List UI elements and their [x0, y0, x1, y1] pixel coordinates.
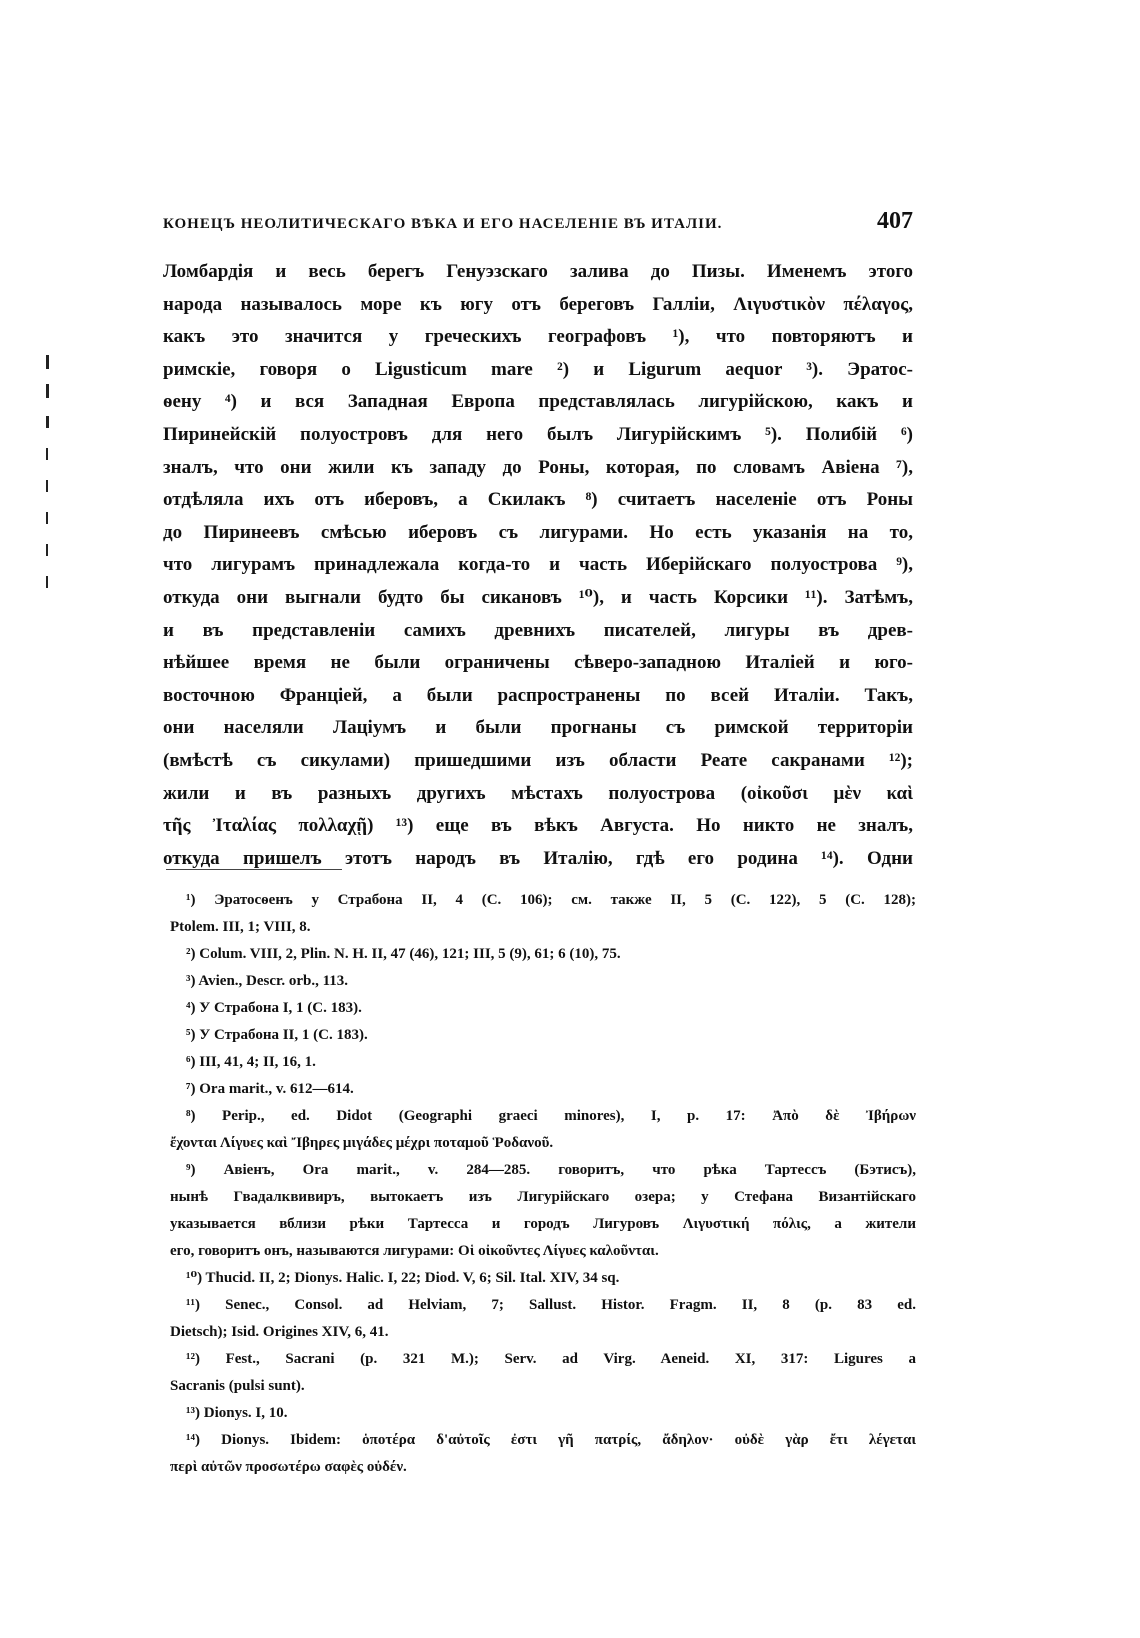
footnote-line: ¹⁰) Thucid. II, 2; Dionys. Halic. I, 22; Diod. V, 6; Sil. Ital. XIV, 34 sq.: [186, 1270, 620, 1286]
body-line: зналъ, что они жили къ западу до Роны, которая, по словамъ Авіена ⁷),: [163, 456, 913, 478]
margin-mark: [46, 448, 48, 460]
margin-mark: [46, 576, 48, 588]
footnote-line: ⁴) У Страбона I, 1 (С. 183).: [186, 1000, 362, 1016]
footnote-line: ⁹) Авіенъ, Ora marit., v. 284—285. говоритъ, что рѣка Тартессъ (Бэтисъ),: [186, 1162, 916, 1178]
footnote-line: ⁷) Ora marit., v. 612—614.: [186, 1081, 354, 1097]
footnote-line: περὶ αὐτῶν προσωτέρω σαφὲς οὐδέν.: [170, 1459, 407, 1475]
footnote-line: его, говоритъ онъ, называются лигурами: Οἱ οἰκοῦντες Λίγυες καλοῦνται.: [170, 1243, 659, 1259]
margin-mark: [46, 544, 48, 556]
footnote-line: указывается вблизи рѣки Тартесса и городъ Лигуровъ Λιγυστική πόλις, а жители: [170, 1216, 916, 1232]
margin-mark: [46, 355, 49, 369]
footnote-line: ¹³) Dionys. I, 10.: [186, 1405, 288, 1421]
body-line: какъ это значится у греческихъ географовъ ¹), что повторяютъ и: [163, 326, 913, 348]
footnote-line: нынѣ Гвадалквивиръ, вытокаетъ изъ Лигурійскаго озера; у Стефана Византійскаго: [170, 1189, 916, 1205]
footnote-line: ¹²) Fest., Sacrani (p. 321 M.); Serv. ad Virg. Aeneid. XI, 317: Ligures a: [186, 1351, 916, 1367]
margin-marks: [42, 355, 54, 588]
footnote-line: ¹) Эратосѳенъ у Страбона II, 4 (С. 106); см. также II, 5 (С. 122), 5 (С. 128);: [186, 892, 916, 908]
footnote-line: ²) Colum. VIII, 2, Plin. N. H. II, 47 (46), 121; III, 5 (9), 61; 6 (10), 75.: [186, 946, 621, 962]
body-line: что лигурамъ принадлежала когда-то и часть Иберійскаго полуострова ⁹),: [163, 554, 913, 576]
body-line: (вмѣстѣ съ сикулами) пришедшими изъ области Реате сакранами ¹²);: [163, 749, 913, 771]
footnote-line: ⁶) III, 41, 4; II, 16, 1.: [186, 1054, 316, 1070]
body-line: жили и въ разныхъ другихъ мѣстахъ полуострова (οἰκοῦσι μὲν καὶ: [163, 782, 913, 804]
body-line: восточною Франціей, а были распространены по всей Италіи. Такъ,: [163, 684, 913, 706]
footnote-line: ⁸) Perip., ed. Didot (Geographi graeci minores), I, p. 17: Ἀπὸ δὲ Ἰβήρων: [186, 1108, 916, 1124]
page-header: [163, 208, 913, 235]
body-line: Пиринейскій полуостровъ для него былъ Лигурійскимъ ⁵). Полибій ⁶): [163, 423, 913, 445]
footnote-line: Ptolem. III, 1; VIII, 8.: [170, 919, 311, 935]
margin-mark: [46, 416, 49, 428]
footnotes: [170, 887, 916, 1481]
footnote-line: Sacranis (pulsi sunt).: [170, 1378, 305, 1394]
footnote-line: Dietsch); Isid. Origines XIV, 6, 41.: [170, 1324, 389, 1340]
body-line: народа называлось море къ югу отъ береговъ Галліи, Λιγυστικὸν πέλαγος,: [163, 293, 913, 315]
body-line: ѳену ⁴) и вся Западная Европа представлялась лигурійскою, какъ и: [163, 391, 913, 413]
body-line: и въ представленіи самихъ древнихъ писателей, лигуры въ древ-: [163, 619, 913, 641]
body-line: Ломбардія и весь берегъ Генуэзскаго залива до Пизы. Именемъ этого: [163, 261, 913, 282]
body-line: τῆς Ἰταλίας πολλαχῇ) ¹³) еще въ вѣкъ Августа. Но никто не зналъ,: [163, 815, 913, 837]
footnote-line: ¹¹) Senec., Consol. ad Helviam, 7; Sallust. Histor. Fragm. II, 8 (p. 83 ed.: [186, 1297, 916, 1313]
body-line: откуда пришелъ этотъ народъ въ Италію, гдѣ его родина ¹⁴). Одни: [163, 847, 913, 869]
body-line: откуда они выгнали будто бы сикановъ ¹⁰), и часть Корсики ¹¹). Затѣмъ,: [163, 586, 913, 608]
footnote-line: ⁵) У Страбона II, 1 (С. 183).: [186, 1027, 368, 1043]
footnote-line: ¹⁴) Dionys. Ibidem: ὁποτέρα δ'αὐτοῖς ἐστι γῆ πατρίς, ἄδηλον· οὐδὲ γὰρ ἔτι λέγεται: [186, 1432, 916, 1448]
body-line: римскіе, говоря о Ligusticum mare ²) и Ligurum aequor ³). Эратос-: [163, 358, 913, 380]
margin-mark: [46, 512, 48, 524]
margin-mark: [46, 384, 49, 398]
running-head: КОНЕЦЪ НЕОЛИТИЧЕСКАГО ВѢКА И ЕГО НАСЕЛЕНІЕ ВЪ ИТАЛІИ.: [163, 216, 723, 232]
footnote-separator: [166, 869, 342, 870]
footnote-line: ³) Avien., Descr. orb., 113.: [186, 973, 348, 989]
footnote-line: ἔχονται Λίγυες καὶ Ἴβηρες μιγάδες μέχρι ποταμοῦ Ῥοδανοῦ.: [170, 1135, 554, 1151]
margin-mark: [46, 480, 48, 492]
body-line: нѣйшее время не были ограничены сѣверо-западною Италіей и юго-: [163, 652, 913, 674]
body-line: до Пиринеевъ смѣсью иберовъ съ лигурами. Но есть указанія на то,: [163, 521, 913, 543]
body-text: [163, 256, 913, 875]
page-number: 407: [877, 208, 913, 234]
body-line: отдѣляла ихъ отъ иберовъ, а Скилакъ ⁸) считаетъ населеніе отъ Роны: [163, 489, 913, 511]
body-line: они населяли Лаціумъ и были прогнаны съ римской территоріи: [163, 717, 913, 739]
